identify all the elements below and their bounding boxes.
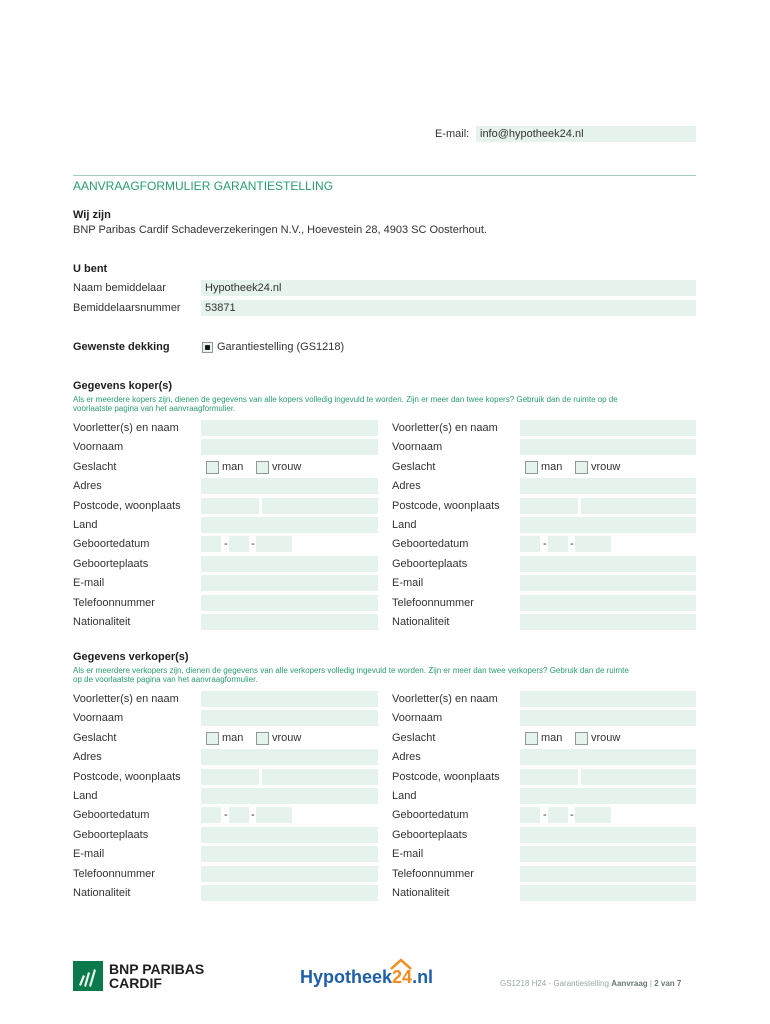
footer-page-number: 2 van 7 [654, 979, 682, 988]
koper-2-jaar-field[interactable] [575, 536, 611, 552]
koper-2-geboorteplaats-label: Geboorteplaats [392, 557, 468, 570]
naam-bemiddelaar-label: Naam bemiddelaar [73, 282, 166, 294]
verkoper-1-adres-field[interactable] [201, 749, 378, 765]
divider [73, 175, 696, 176]
koper-2-email-label: E-mail [392, 577, 424, 590]
logo-hypotheek: Hypotheek [300, 967, 393, 987]
koper-1-postcode-field[interactable] [201, 498, 259, 514]
koper-1-geboorteplaats-field[interactable] [201, 556, 378, 572]
verkoper-2-voornaam-label: Voornaam [392, 712, 443, 725]
verkoper-2-vrouw-checkbox[interactable] [575, 732, 588, 745]
logo-24: 24 [392, 967, 413, 987]
koper-1-nationaliteit-field[interactable] [201, 614, 378, 630]
verkoper-2-vrouw-label: vrouw [591, 731, 621, 744]
koper-1-voornaam-field[interactable] [201, 439, 378, 455]
verkoper-2-nationaliteit-field[interactable] [520, 885, 696, 901]
koper-1-date-dash-2: - [251, 538, 255, 551]
verkoper-1-geboortedatum-label: Geboortedatum [73, 809, 150, 822]
verkoper-1-telefoon-field[interactable] [201, 866, 378, 882]
verkoper-1-nationaliteit-field[interactable] [201, 885, 378, 901]
verkoper-2-geslacht-label: Geslacht [392, 731, 436, 744]
bemiddelaarsnummer-label: Bemiddelaarsnummer [73, 302, 181, 314]
garantiestelling-checkbox[interactable] [202, 342, 213, 353]
verkoper-1-geboorteplaats-label: Geboorteplaats [73, 828, 149, 841]
verkoper-1-man-label: man [222, 731, 244, 744]
naam-bemiddelaar-field[interactable]: Hypotheek24.nl [201, 280, 696, 296]
verkoper-1-voornaam-label: Voornaam [73, 712, 124, 725]
koper-1-woonplaats-field[interactable] [262, 498, 378, 514]
verkoper-1-email-field[interactable] [201, 846, 378, 862]
u-bent-heading: U bent [73, 263, 108, 275]
koper-note-line2: voorlaatste pagina van het aanvraagformulier. [73, 404, 236, 413]
koper-1-telefoon-label: Telefoonnummer [73, 596, 155, 609]
verkoper-2-email-field[interactable] [520, 846, 696, 862]
koper-2-geboorteplaats-field[interactable] [520, 556, 696, 572]
koper-1-vrouw-checkbox[interactable] [256, 461, 269, 474]
koper-1-adres-field[interactable] [201, 478, 378, 494]
verkoper-1-vrouw-label: vrouw [272, 731, 302, 744]
koper-note-line1: Als er meerdere kopers zijn, dienen de gegevens van alle kopers volledig ingevuld te worden. Zijn er meer dan twee kopers? Gebruik dan de ruimte op de [73, 395, 618, 404]
bemiddelaarsnummer-field[interactable]: 53871 [201, 300, 696, 316]
verkoper-2-adres-field[interactable] [520, 749, 696, 765]
koper-2-geboortedatum-label: Geboortedatum [392, 538, 469, 551]
verkoper-1-telefoon-label: Telefoonnummer [73, 867, 155, 880]
koper-1-telefoon-field[interactable] [201, 595, 378, 611]
verkoper-2-land-label: Land [392, 790, 417, 802]
koper-heading: Gegevens koper(s) [73, 380, 173, 392]
verkoper-1-man-checkbox[interactable] [206, 732, 219, 745]
verkoper-2-voorletters-field[interactable] [520, 691, 696, 707]
koper-2-man-label: man [541, 460, 563, 473]
koper-1-email-label: E-mail [73, 577, 105, 590]
verkoper-2-maand-field[interactable] [548, 807, 568, 823]
verkoper-2-voornaam-field[interactable] [520, 710, 696, 726]
verkoper-1-postcode-label: Postcode, woonplaats [73, 770, 181, 783]
verkoper-heading: Gegevens verkoper(s) [73, 651, 189, 663]
email-label: E-mail: [435, 128, 470, 140]
koper-2-telefoon-label: Telefoonnummer [392, 596, 474, 609]
verkoper-2-adres-label: Adres [392, 751, 421, 764]
koper-1-geboorteplaats-label: Geboorteplaats [73, 557, 149, 570]
koper-1-land-field[interactable] [201, 517, 378, 533]
verkoper-2-man-label: man [541, 731, 563, 744]
koper-1-maand-field[interactable] [229, 536, 249, 552]
footer-page-info [500, 979, 681, 989]
verkoper-1-date-dash-1: - [224, 809, 228, 822]
verkoper-2-voorletters-label: Voorletter(s) en naam [392, 693, 498, 705]
koper-1-dag-field[interactable] [201, 536, 221, 552]
koper-2-date-dash-2: - [570, 538, 574, 551]
koper-1-voornaam-label: Voornaam [73, 441, 124, 454]
verkoper-1-geslacht-label: Geslacht [73, 731, 117, 744]
verkoper-1-maand-field[interactable] [229, 807, 249, 823]
verkoper-2-geboorteplaats-label: Geboorteplaats [392, 828, 468, 841]
verkoper-1-land-field[interactable] [201, 788, 378, 804]
verkoper-2-date-dash-2: - [570, 809, 574, 822]
verkoper-1-land-label: Land [73, 790, 98, 802]
koper-2-vrouw-label: vrouw [591, 460, 621, 473]
koper-1-man-checkbox[interactable] [206, 461, 219, 474]
koper-2-nationaliteit-field[interactable] [520, 614, 696, 630]
dekking-label: Gewenste dekking [73, 341, 170, 353]
wij-zijn-text: BNP Paribas Cardif Schadeverzekeringen N.V., Hoevestein 28, 4903 SC Oosterhout. [73, 224, 487, 236]
logo-tld: .nl [412, 967, 434, 987]
verkoper-1-adres-label: Adres [73, 751, 102, 764]
wij-zijn-heading: Wij zijn [73, 209, 111, 221]
contact-email-field[interactable]: info@hypotheek24.nl [476, 126, 696, 142]
koper-1-voorletters-field[interactable] [201, 420, 378, 436]
koper-2-land-label: Land [392, 519, 417, 531]
verkoper-note-line2: op de voorlaatste pagina van het aanvraagformulier. [73, 675, 258, 684]
verkoper-1-vrouw-checkbox[interactable] [256, 732, 269, 745]
verkoper-2-postcode-label: Postcode, woonplaats [392, 770, 500, 783]
verkoper-1-date-dash-2: - [251, 809, 255, 822]
koper-2-maand-field[interactable] [548, 536, 568, 552]
bnp-logo-icon [73, 961, 103, 991]
verkoper-2-jaar-field[interactable] [575, 807, 611, 823]
verkoper-2-email-label: E-mail [392, 848, 424, 861]
koper-2-man-checkbox[interactable] [525, 461, 538, 474]
koper-1-date-dash-1: - [224, 538, 228, 551]
koper-2-voornaam-label: Voornaam [392, 441, 443, 454]
koper-1-voorletters-label: Voorletter(s) en naam [73, 422, 179, 434]
koper-1-jaar-field[interactable] [256, 536, 292, 552]
verkoper-1-voorletters-field[interactable] [201, 691, 378, 707]
koper-2-adres-field[interactable] [520, 478, 696, 494]
verkoper-1-email-label: E-mail [73, 848, 105, 861]
bnp-logo-line1: BNP PARIBAS [109, 961, 205, 977]
bnp-logo-line2: CARDIF [109, 975, 162, 991]
koper-2-voornaam-field[interactable] [520, 439, 696, 455]
koper-1-geslacht-label: Geslacht [73, 460, 117, 473]
koper-2-vrouw-checkbox[interactable] [575, 461, 588, 474]
verkoper-2-dag-field[interactable] [520, 807, 540, 823]
verkoper-1-geboorteplaats-field[interactable] [201, 827, 378, 843]
hypotheek24-logo [300, 966, 433, 988]
verkoper-1-jaar-field[interactable] [256, 807, 292, 823]
koper-2-dag-field[interactable] [520, 536, 540, 552]
koper-2-date-dash-1: - [543, 538, 547, 551]
koper-1-man-label: man [222, 460, 244, 473]
footer-sep: | [649, 979, 652, 988]
verkoper-1-dag-field[interactable] [201, 807, 221, 823]
koper-2-voorletters-label: Voorletter(s) en naam [392, 422, 498, 434]
verkoper-2-man-checkbox[interactable] [525, 732, 538, 745]
verkoper-2-date-dash-1: - [543, 809, 547, 822]
koper-1-vrouw-label: vrouw [272, 460, 302, 473]
koper-1-adres-label: Adres [73, 480, 102, 493]
verkoper-1-voorletters-label: Voorletter(s) en naam [73, 693, 179, 705]
koper-1-email-field[interactable] [201, 575, 378, 591]
koper-1-geboortedatum-label: Geboortedatum [73, 538, 150, 551]
garantiestelling-label: Garantiestelling (GS1218) [217, 341, 345, 353]
verkoper-2-nationaliteit-label: Nationaliteit [392, 887, 450, 899]
verkoper-note-line1: Als er meerdere verkopers zijn, dienen de gegevens van alle verkopers volledig ingevuld te worden. Zijn er meer dan twee verkopers? Gebruik dan de ruimte [73, 666, 629, 675]
verkoper-1-woonplaats-field[interactable] [262, 769, 378, 785]
koper-2-email-field[interactable] [520, 575, 696, 591]
house-roof-icon [390, 957, 412, 969]
verkoper-2-woonplaats-field[interactable] [581, 769, 696, 785]
koper-2-telefoon-field[interactable] [520, 595, 696, 611]
koper-1-land-label: Land [73, 519, 98, 531]
koper-2-postcode-field[interactable] [520, 498, 578, 514]
verkoper-2-geboortedatum-label: Geboortedatum [392, 809, 469, 822]
verkoper-1-postcode-field[interactable] [201, 769, 259, 785]
koper-1-nationaliteit-label: Nationaliteit [73, 616, 131, 628]
footer-doc: Aanvraag [611, 979, 648, 988]
verkoper-1-voornaam-field[interactable] [201, 710, 378, 726]
koper-2-geslacht-label: Geslacht [392, 460, 436, 473]
koper-2-adres-label: Adres [392, 480, 421, 493]
verkoper-2-land-field[interactable] [520, 788, 696, 804]
koper-2-land-field[interactable] [520, 517, 696, 533]
koper-2-woonplaats-field[interactable] [581, 498, 696, 514]
koper-2-postcode-label: Postcode, woonplaats [392, 499, 500, 512]
footer-code: GS1218 H24 - Garantiestelling [500, 979, 609, 988]
verkoper-2-geboorteplaats-field[interactable] [520, 827, 696, 843]
koper-2-voorletters-field[interactable] [520, 420, 696, 436]
koper-2-nationaliteit-label: Nationaliteit [392, 616, 450, 628]
verkoper-2-telefoon-field[interactable] [520, 866, 696, 882]
verkoper-1-nationaliteit-label: Nationaliteit [73, 887, 131, 899]
page-title: AANVRAAGFORMULIER GARANTIESTELLING [73, 179, 334, 193]
verkoper-2-postcode-field[interactable] [520, 769, 578, 785]
koper-1-postcode-label: Postcode, woonplaats [73, 499, 181, 512]
verkoper-2-telefoon-label: Telefoonnummer [392, 867, 474, 880]
